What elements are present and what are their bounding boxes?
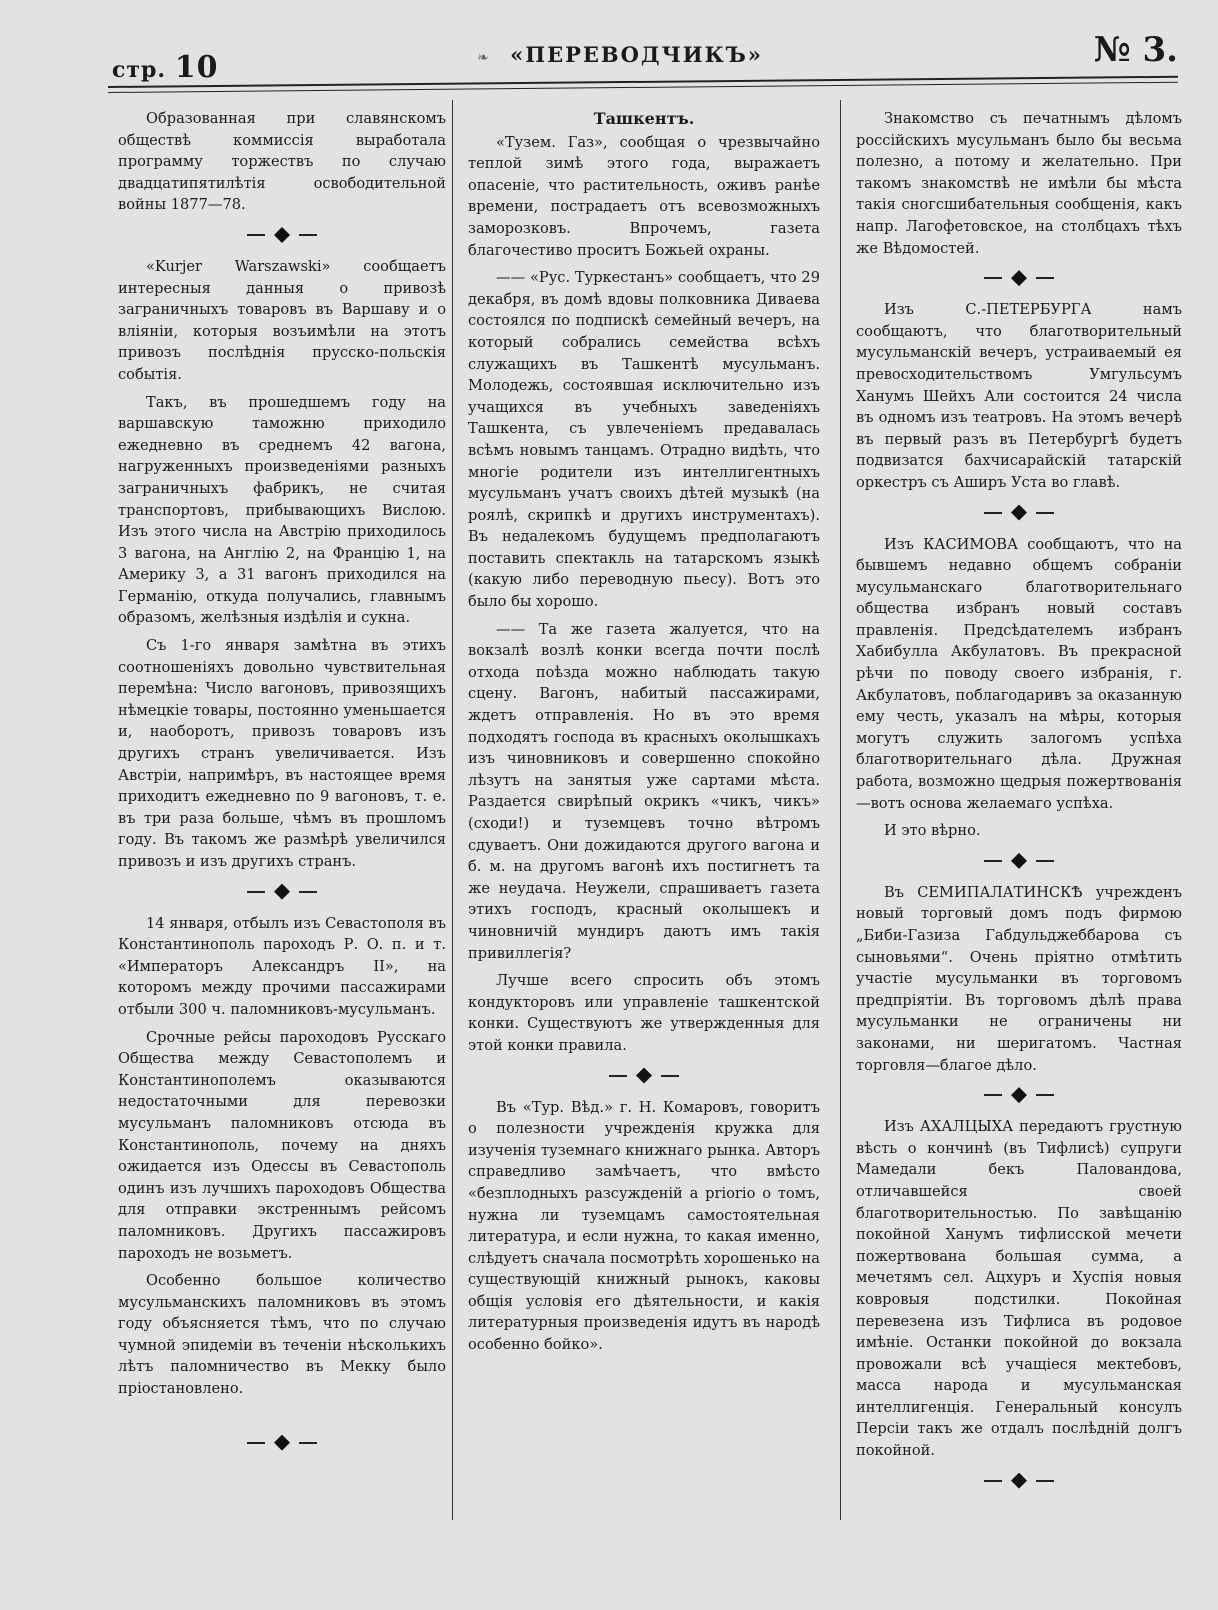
diamond-ornament-icon [1006, 1475, 1032, 1487]
article-paragraph: —— «Рус. Туркестанъ» сообщаетъ, что 29 декабря, въ домѣ вдовы полковника Диваева состоялся по подпискѣ семейный вечеръ, на который собрались семейства всѣхъ служащихъ въ Ташкентѣ мусульманъ. Молодежь, состоявшая исключительно изъ учащихся въ учебныхъ заведеніяхъ Ташкента, съ увлеченіемъ предавалась всѣмъ новымъ танцамъ. Отрадно видѣть, что многіе родители изъ интеллигентныхъ мусульманъ учатъ своихъ дѣтей музыкѣ (на роялѣ, скрипкѣ и другихъ инструментахъ). Въ недалекомъ будущемъ предполагаютъ поставить спектакль на татарскомъ языкѣ (какую либо переводную пьесу). Вотъ это было бы хорошо. [468, 269, 820, 611]
diamond-ornament-icon [1006, 272, 1032, 284]
column-1 [118, 108, 446, 1464]
ornament-separator [118, 222, 446, 248]
article-paragraph: Лучше всего спросить объ этомъ кондукторовъ или управленіе ташкентской конки. Существуютъ же утвержденныя для этой конки правила. [468, 972, 820, 1054]
article-paragraph: Съ 1-го января замѣтна въ этихъ соотношеніяхъ довольно чувствительная перемѣна: Число вагоновъ, привозящихъ нѣмецкіе товары, постоянно уменьшается и, наоборотъ, привозъ товаровъ изъ другихъ странъ увеличивается. Изъ Австріи, напримѣръ, въ настоящее время приходитъ ежедневно по 9 вагоновъ, т. е. въ три раза больше, чѣмъ въ прошломъ году. Въ такомъ же размѣрѣ увеличился привозъ и изъ другихъ странъ. [118, 637, 446, 870]
article-paragraph: Срочные рейсы пароходовъ Русскаго Общества между Севастополемъ и Константинополемъ оказываются недостаточными для перевозки мусульманъ паломниковъ отсюда въ Константинополь, почему на дняхъ ожидается изъ Одессы въ Севастополь одинъ изъ лучшихъ пароходовъ Общества для отправки экстреннымъ рейсомъ паломниковъ. Другихъ пассажировъ пароходъ не возьметъ. [118, 1028, 446, 1262]
article-paragraph: «Тузем. Газ», сообщая о чрезвычайно теплой зимѣ этого года, выражаетъ опасеніе, что растительность, оживъ ранѣе времени, пострадаетъ отъ всевозможныхъ заморозковъ. Впрочемъ, газета благочестиво проситъ Божьей охраны. [468, 133, 820, 259]
ornament-separator [856, 1468, 1182, 1494]
article-paragraph: Въ «Тур. Вѣд.» г. Н. Комаровъ, говоритъ о полезности учрежденія кружка для изученія туземнаго книжнаго рынка. Авторъ справедливо замѣчаетъ, что вмѣсто «безплодныхъ разсужденій a priorio о томъ, нужна ли туземцамъ самостоятельная литература, и если нужна, то какая именно, слѣдуетъ сначала посмотрѣть хорошенько на существующій книжный рынокъ, каковы общія условія его дѣятельности, и какія литературныя произведенія идутъ въ народѣ особенно бойко». [468, 1098, 820, 1354]
ornament-separator [856, 265, 1182, 291]
article-paragraph: И это вѣрно. [884, 822, 981, 840]
diamond-ornament-icon [269, 229, 295, 241]
diamond-ornament-icon [1006, 507, 1032, 519]
newspaper-title: «ПЕРЕВОДЧИКЪ» [510, 42, 763, 67]
article-paragraph: «Kurjer Warszawski» сообщаетъ интересныя данныя о привозѣ заграничныхъ товаровъ въ Варшаву и о вліяніи, которыя возъимѣли на этотъ привозъ послѣднія прусско-польскія событія. [118, 257, 446, 383]
page-number-header [112, 50, 219, 85]
article-paragraph: Знакомство съ печатнымъ дѣломъ россійскихъ мусульманъ было бы весьма полезно, а потому и желательно. При такомъ знакомствѣ не имѣли бы мѣста такія сногсшибательныя сообщенія, какъ напр. Лагофетовское, на столбцахъ тѣхъ же Вѣдомостей. [856, 110, 1182, 257]
section-heading-tashkent: Ташкентъ. [593, 109, 695, 128]
ornament-separator [856, 1082, 1182, 1108]
article-paragraph: 14 января, отбылъ изъ Севастополя въ Константинополь пароходъ Р. О. п. и т. «Императоръ Александръ II», на которомъ между прочими пассажирами отбыли 300 ч. паломниковъ-мусульманъ. [118, 914, 446, 1018]
column-divider [452, 100, 453, 1520]
article-paragraph: Особенно большое количество мусульманскихъ паломниковъ въ этомъ году объясняется тѣмъ, что по случаю чумной эпидеміи въ теченіи нѣсколькихъ лѣтъ паломничество въ Мекку было пріостановлено. [118, 1272, 446, 1398]
masthead [440, 42, 800, 67]
diamond-ornament-icon [631, 1070, 657, 1082]
ornament-separator [468, 1063, 820, 1089]
article-paragraph: Образованная при славянскомъ обществѣ коммиссія выработала программу торжествъ по случаю двадцатипятилѣтія освободительной войны 1877—78. [118, 110, 446, 214]
masthead-ornament-icon: ❧ [477, 50, 491, 66]
issue-number: № 3. [1093, 30, 1178, 70]
page-label: стр. [112, 57, 167, 83]
diamond-ornament-icon [1006, 855, 1032, 867]
header-rule-thin [108, 82, 1178, 93]
article-paragraph: —— Та же газета жалуется, что на вокзалѣ возлѣ конки всегда почти послѣ отхода поѣзда можно наблюдать такую сцену. Вагонъ, набитый пассажирами, ждетъ отправленія. Но въ это время подходятъ господа въ красныхъ околышкахъ изъ чиновниковъ и совершенно спокойно лѣзутъ на занятыя уже сартами мѣста. Раздается свирѣпый окрикъ «чикъ, чикъ» (сходи!) и туземцевъ точно вѣтромъ сдуваетъ. Они дожидаются другого вагона и б. м. на другомъ вагонѣ ихъ постигнетъ та же неудача. Неужели, спрашиваетъ газета этихъ господъ, красный околышекъ и чиновничій мундиръ даютъ имъ такія привиллегія? [468, 620, 820, 962]
article-paragraph: Изъ АХАЛЦЫХА передаютъ грустную вѣсть о кончинѣ (въ Тифлисѣ) супруги Мамедали бекъ Паловандова, отличавшейся своей благотворительностью. По завѣщанію покойной Ханумъ тифлисской мечети пожертвована большая сумма, а мечетямъ сел. Ацхуръ и Хуспія новыя ковровыя подстилки. Покойная перевезена изъ Тифлиса въ родовое имѣніе. Останки покойной до вокзала провожали всѣ учащіеся мектебовъ, масса народа и мусульманская интеллигенція. Генеральный консулъ Персіи такъ же отдалъ послѣдній долгъ покойной. [856, 1118, 1182, 1460]
article-paragraph: Изъ С.-ПЕТЕРБУРГА намъ сообщаютъ, что благотворительный мусульманскій вечеръ, устраиваемый ея превосходительствомъ Умгульсумъ Ханумъ Шейхъ Али состоится 24 числа въ одномъ изъ театровъ. На этомъ вечерѣ въ первый разъ въ Петербургѣ будетъ подвизатся бахчисарайскій татарскій оркестръ съ Аширъ Уста во главѣ. [856, 301, 1182, 491]
column-3 [856, 108, 1182, 1502]
article-paragraph: Въ СЕМИПАЛАТИНСКѢ учрежденъ новый торговый домъ подъ фирмою „Биби-Газиза Габдульджеббарова съ сыновьями“. Очень пріятно отмѣтить участіе мусульманки въ торговомъ предпріятіи. Въ торговомъ дѣлѣ права мусульманки не ограничены ни законами, ни шеригатомъ. Частная торговля—благое дѣло. [856, 883, 1182, 1074]
ornament-separator [856, 848, 1182, 874]
article-paragraph: Изъ КАСИМОВА сообщаютъ, что на бывшемъ недавно общемъ собраніи мусульманскаго благотворительнаго общества избранъ новый составъ правленія. Предсѣдателемъ избранъ Хабибулла Акбулатовъ. Въ прекрасной рѣчи по поводу своего избранія, г. Акбулатовъ, поблагодаривъ за оказанную ему честь, указалъ на мѣры, которыя могутъ служить залогомъ успѣха благотворительнаго дѣла. Дружная работа, возможно щедрыя пожертвованія—вотъ основа желаемаго успѣха. [856, 535, 1182, 812]
ornament-separator [118, 879, 446, 905]
column-divider [840, 100, 841, 1520]
diamond-ornament-icon [1006, 1089, 1032, 1101]
ornament-separator [118, 1430, 446, 1456]
article-paragraph: Такъ, въ прошедшемъ году на варшавскую таможню приходило ежедневно въ среднемъ 42 вагона, нагруженныхъ произведеніями разныхъ заграничныхъ фабрикъ, не считая транспортовъ, прибывающихъ Вислою. Изъ этого числа на Австрію приходилось 3 вагона, на Англію 2, на Францію 1, на Америку 3, а 31 вагонъ приходился на Германію, откуда получались, главнымъ образомъ, желѣзныя издѣлія и сукна. [118, 393, 446, 627]
diamond-ornament-icon [269, 1437, 295, 1449]
diamond-ornament-icon [269, 886, 295, 898]
page-number: 10 [174, 50, 219, 85]
column-2 [468, 108, 820, 1362]
ornament-separator [856, 500, 1182, 526]
